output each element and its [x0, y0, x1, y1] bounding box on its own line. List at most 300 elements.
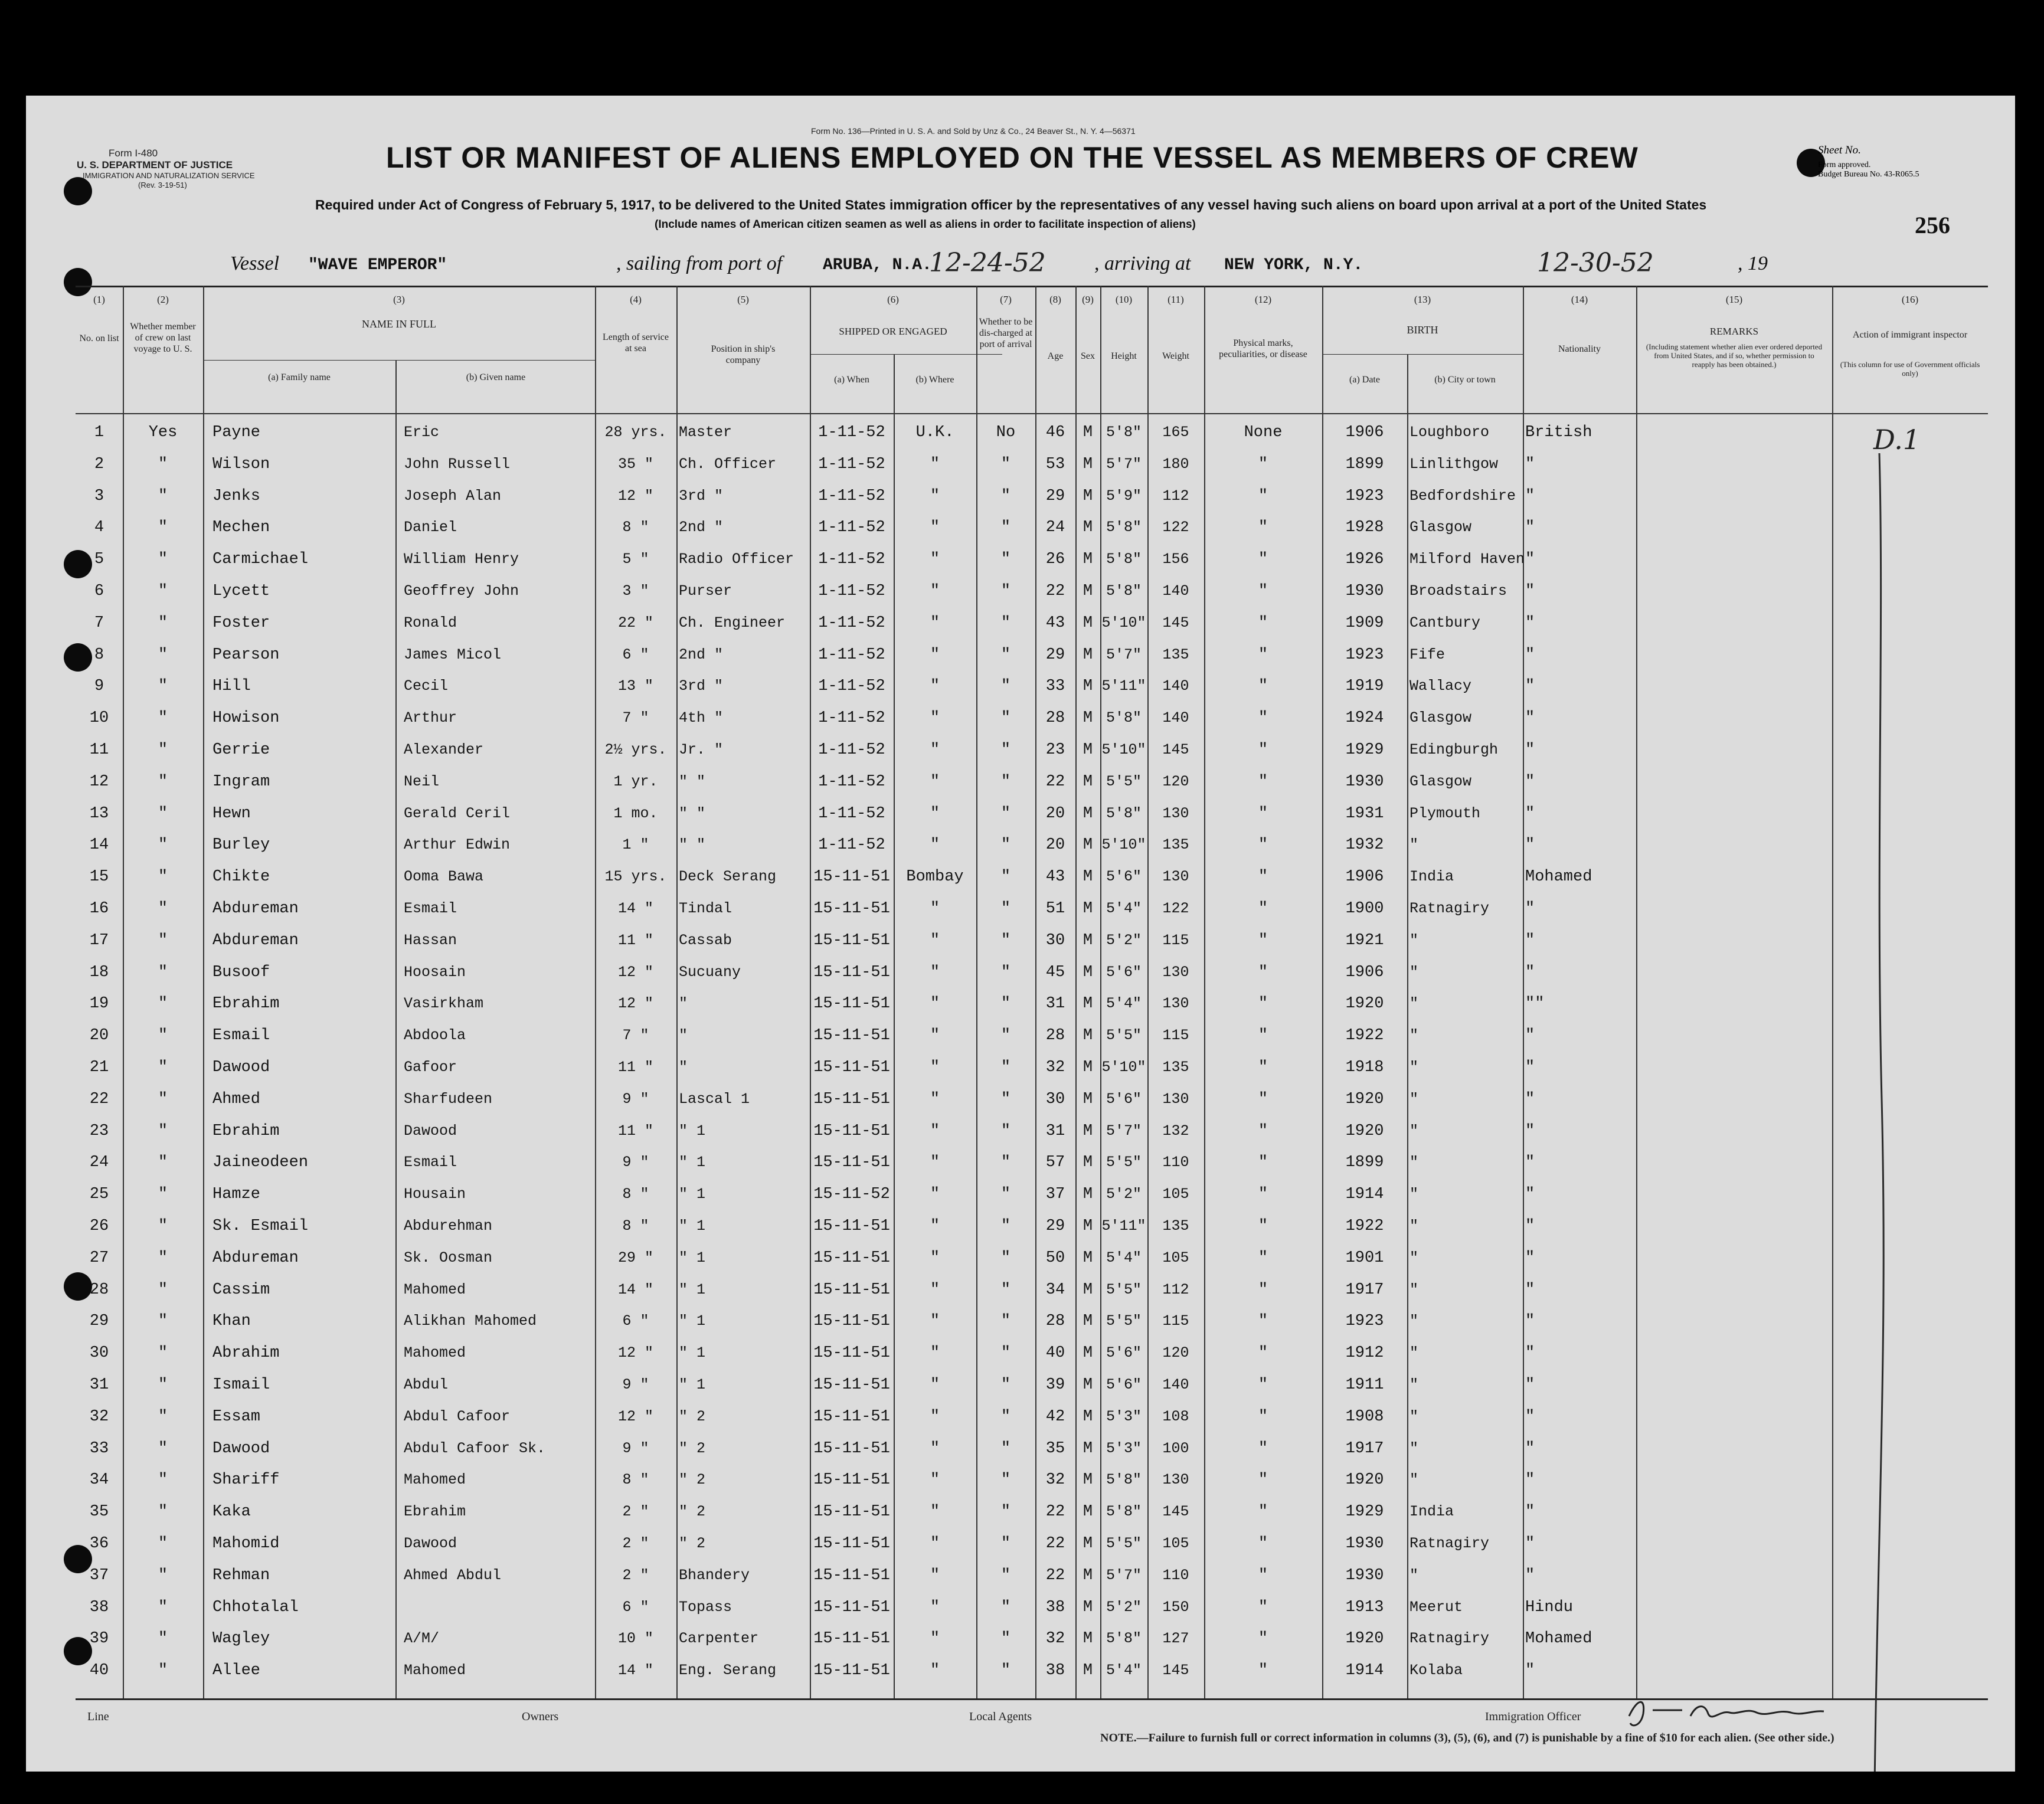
cell-age: 35: [1045, 1439, 1065, 1458]
cell-family-name: Essam: [212, 1407, 261, 1426]
cell-position: " ": [679, 836, 706, 854]
cell-no: 30: [89, 1344, 109, 1363]
cell-position: Bhandery: [679, 1566, 750, 1584]
cell-physical: ": [1258, 963, 1268, 981]
cell-age: 29: [1045, 1217, 1065, 1235]
cell-where: ": [930, 931, 940, 950]
cell-sex: M: [1082, 1407, 1093, 1426]
cell-when: 15-11-51: [813, 1312, 890, 1331]
cell-where: ": [930, 1059, 940, 1076]
form-id: Form I-480: [109, 148, 158, 159]
cell-where: ": [930, 1312, 940, 1331]
cell-length: 13 ": [617, 677, 653, 695]
cell-discharged: ": [1000, 1503, 1011, 1521]
cell-position: " 1: [679, 1281, 706, 1298]
cell-physical: ": [1258, 582, 1268, 600]
cell-member: ": [158, 582, 168, 600]
col-number: (12): [1254, 294, 1272, 305]
cell-birth-date: 1920: [1345, 1122, 1384, 1140]
cell-given-name: Hassan: [404, 931, 457, 949]
cell-height: 5'11": [1101, 1217, 1146, 1235]
cell-weight: 120: [1162, 772, 1189, 790]
cell-position: Purser: [679, 582, 732, 600]
cell-position: " 1: [679, 1186, 706, 1203]
cell-birth-date: 1914: [1345, 1186, 1384, 1204]
cell-member: ": [158, 677, 168, 696]
cell-position: " 1: [679, 1344, 706, 1362]
cell-member: ": [158, 1598, 168, 1616]
cell-nationality: ": [1525, 900, 1535, 918]
cell-height: 5'10": [1101, 836, 1146, 854]
cell-sex: M: [1082, 931, 1093, 950]
cell-given-name: Ooma Bawa: [404, 868, 484, 886]
cell-member: ": [158, 1281, 168, 1299]
cell-no: 11: [89, 741, 109, 759]
cell-length: 5 ": [622, 551, 649, 568]
footer-owners: Owners: [522, 1710, 559, 1723]
cell-where: ": [930, 455, 940, 473]
cell-discharged: ": [1000, 1059, 1011, 1076]
header-family-name: (a) Family name: [268, 372, 331, 382]
cell-where: ": [930, 1122, 940, 1140]
cell-birth-date: 1917: [1345, 1439, 1384, 1458]
cell-birth-city: Milford Haven: [1409, 551, 1525, 568]
cell-where: ": [930, 741, 940, 759]
cell-no: 9: [94, 677, 104, 696]
cell-member: ": [158, 1122, 168, 1140]
cell-when: 1-11-52: [818, 455, 885, 473]
cell-family-name: Ebrahim: [212, 1122, 280, 1140]
cell-height: 5'8": [1106, 519, 1142, 536]
cell-no: 12: [89, 772, 109, 791]
cell-weight: 165: [1162, 424, 1189, 441]
cell-where: ": [930, 551, 940, 569]
cell-birth-date: 1923: [1345, 646, 1384, 664]
cell-given-name: Daniel: [404, 519, 457, 536]
cell-member: ": [158, 709, 168, 728]
cell-birth-date: 1928: [1345, 519, 1384, 537]
cell-sex: M: [1082, 1344, 1093, 1363]
cell-height: 5'6": [1106, 1376, 1142, 1393]
cell-when: 15-11-51: [813, 1598, 890, 1616]
header-given-name: (b) Given name: [466, 372, 526, 382]
cell-birth-date: 1906: [1345, 424, 1384, 441]
cell-sex: M: [1082, 677, 1093, 696]
cell-birth-city: ": [1409, 1281, 1419, 1298]
cell-age: 32: [1045, 1059, 1065, 1076]
inspector-mark: D.1: [1873, 424, 1921, 456]
cell-nationality: ": [1525, 677, 1535, 696]
cell-when: 1-11-52: [818, 487, 885, 505]
cell-discharged: ": [1000, 1662, 1011, 1680]
cell-no: 2: [94, 455, 104, 473]
cell-when: 1-11-52: [818, 709, 885, 728]
table-row: [26, 1529, 2015, 1560]
cell-weight: 100: [1162, 1439, 1189, 1457]
cell-weight: 135: [1162, 836, 1189, 854]
cell-given-name: Sharfudeen: [404, 1090, 493, 1108]
cell-birth-date: 1906: [1345, 868, 1384, 886]
cell-nationality: ": [1525, 1376, 1535, 1394]
cell-height: 5'10": [1101, 1059, 1146, 1076]
cell-physical: ": [1258, 1186, 1268, 1204]
cell-position: Master: [679, 424, 732, 441]
cell-no: 28: [89, 1281, 109, 1299]
table-row: [26, 577, 2015, 607]
cell-where: ": [930, 1471, 940, 1489]
cell-where: ": [930, 1662, 940, 1680]
cell-nationality: ": [1525, 1027, 1535, 1045]
punch-hole: [64, 177, 92, 205]
table-row: [26, 703, 2015, 734]
page-subtitle: Required under Act of Congress of February 5, 1917, to be delivered to the United States immigration officer by the representatives of any vessel having such aliens on board upon arrival at a port of the United States: [315, 197, 1707, 212]
cell-member: ": [158, 646, 168, 664]
cell-when: 1-11-52: [818, 741, 885, 759]
cell-age: 28: [1045, 1027, 1065, 1045]
header-age: Age: [1047, 351, 1064, 361]
cell-where: ": [930, 1344, 940, 1363]
table-row: [26, 1275, 2015, 1306]
cell-when: 15-11-51: [813, 1566, 890, 1584]
cell-given-name: Esmail: [404, 900, 457, 917]
cell-family-name: Sk. Esmail: [212, 1217, 309, 1235]
cell-weight: 105: [1162, 1186, 1189, 1203]
cell-length: 9 ": [622, 1154, 649, 1171]
cell-position: " 1: [679, 1376, 706, 1393]
cell-birth-city: ": [1409, 1154, 1419, 1171]
cell-position: Radio Officer: [679, 551, 794, 568]
cell-nationality: ": [1525, 804, 1535, 823]
cell-nationality: ": [1525, 772, 1535, 791]
cell-member: ": [158, 1249, 168, 1267]
cell-sex: M: [1082, 995, 1093, 1013]
cell-family-name: Burley: [212, 836, 270, 854]
cell-given-name: Abdul Cafoor: [404, 1407, 511, 1425]
cell-physical: ": [1258, 931, 1268, 950]
shipped-subrule: [810, 354, 1002, 355]
cell-birth-date: 1929: [1345, 741, 1384, 759]
cell-member: ": [158, 772, 168, 791]
cell-height: 5'2": [1106, 1186, 1142, 1203]
table-row: [26, 1117, 2015, 1147]
header-birth-date: (a) Date: [1349, 375, 1380, 385]
cell-no: 24: [89, 1154, 109, 1172]
cell-sex: M: [1082, 709, 1093, 728]
col-number: (8): [1049, 294, 1061, 305]
cell-given-name: Mahomed: [404, 1344, 466, 1362]
cell-given-name: Housain: [404, 1186, 466, 1203]
cell-sex: M: [1082, 1186, 1093, 1204]
cell-nationality: ": [1525, 582, 1535, 600]
cell-birth-city: ": [1409, 1407, 1419, 1425]
cell-physical: ": [1258, 1090, 1268, 1108]
cell-member: ": [158, 614, 168, 632]
cell-length: 8 ": [622, 519, 649, 536]
table-top-rule: [76, 286, 1988, 287]
service: IMMIGRATION AND NATURALIZATION SERVICE: [83, 171, 255, 180]
cell-nationality: ": [1525, 1059, 1535, 1076]
cell-position: " 1: [679, 1122, 706, 1140]
cell-where: ": [930, 1630, 940, 1648]
table-row: [26, 1561, 2015, 1592]
cell-length: 8 ": [622, 1471, 649, 1489]
table-row: [26, 1370, 2015, 1401]
footer-line: Line: [87, 1710, 109, 1723]
birth-subrule: [1322, 354, 1523, 355]
cell-height: 5'8": [1106, 1503, 1142, 1521]
table-row: [26, 767, 2015, 798]
cell-physical: ": [1258, 1027, 1268, 1045]
page-number: 256: [1915, 212, 1950, 238]
cell-birth-date: 1909: [1345, 614, 1384, 632]
cell-discharged: ": [1000, 1566, 1011, 1584]
cell-physical: ": [1258, 709, 1268, 728]
cell-nationality: ": [1525, 836, 1535, 854]
cell-when: 15-11-51: [813, 1503, 890, 1521]
cell-family-name: Ebrahim: [212, 995, 280, 1013]
cell-age: 38: [1045, 1598, 1065, 1616]
table-row: [26, 640, 2015, 671]
cell-nationality: ": [1525, 1662, 1535, 1680]
vessel-label: Vessel: [230, 253, 280, 274]
cell-nationality: ": [1525, 1535, 1535, 1553]
cell-where: ": [930, 1503, 940, 1521]
cell-member: ": [158, 900, 168, 918]
cell-birth-date: 1930: [1345, 1535, 1384, 1553]
cell-position: " ": [679, 772, 706, 790]
cell-height: 5'6": [1106, 963, 1142, 981]
cell-when: 15-11-51: [813, 1217, 890, 1235]
cell-birth-date: 1930: [1345, 1566, 1384, 1584]
header-no-on-list: No. on list: [79, 333, 119, 343]
cell-birth-city: Ratnagiry: [1409, 1535, 1490, 1552]
cell-weight: 115: [1162, 1312, 1189, 1330]
cell-when: 15-11-51: [813, 1439, 890, 1458]
cell-physical: ": [1258, 1376, 1268, 1394]
cell-discharged: ": [1000, 1249, 1011, 1267]
cell-physical: ": [1258, 995, 1268, 1013]
cell-physical: ": [1258, 1503, 1268, 1521]
cell-nationality: ": [1525, 1281, 1535, 1299]
table-row: [26, 450, 2015, 480]
cell-birth-city: ": [1409, 1090, 1419, 1108]
cell-family-name: Hewn: [212, 804, 251, 823]
cell-where: ": [930, 614, 940, 632]
cell-no: 4: [94, 519, 104, 537]
cell-discharged: ": [1000, 582, 1011, 600]
col-number: (7): [1000, 294, 1012, 305]
department: U. S. DEPARTMENT OF JUSTICE: [77, 159, 233, 171]
cell-age: 22: [1045, 1503, 1065, 1521]
cell-given-name: Neil: [404, 772, 440, 790]
cell-height: 5'4": [1106, 995, 1142, 1013]
cell-sex: M: [1082, 900, 1093, 918]
cell-nationality: British: [1525, 424, 1592, 441]
cell-given-name: Sk. Oosman: [404, 1249, 493, 1266]
cell-discharged: ": [1000, 614, 1011, 632]
cell-discharged: ": [1000, 900, 1011, 918]
punch-hole: [64, 268, 92, 296]
table-row: [26, 989, 2015, 1020]
cell-sex: M: [1082, 804, 1093, 823]
cell-family-name: Payne: [212, 424, 261, 441]
cell-sex: M: [1082, 836, 1093, 854]
cell-no: 3: [94, 487, 104, 505]
cell-weight: 145: [1162, 1503, 1189, 1521]
cell-age: 46: [1045, 424, 1065, 441]
header-nationality: Nationality: [1558, 344, 1601, 354]
cell-height: 5'8": [1106, 1630, 1142, 1648]
cell-given-name: Ronald: [404, 614, 457, 631]
table-row: [26, 1338, 2015, 1369]
cell-when: 15-11-51: [813, 1471, 890, 1489]
cell-physical: ": [1258, 836, 1268, 854]
cell-nationality: ": [1525, 1186, 1535, 1204]
cell-weight: 130: [1162, 963, 1189, 981]
cell-nationality: ": [1525, 646, 1535, 664]
cell-position: " 2: [679, 1439, 706, 1457]
cell-nationality: ": [1525, 709, 1535, 728]
cell-age: 45: [1045, 963, 1065, 981]
table-row: [26, 958, 2015, 988]
cell-height: 5'8": [1106, 1471, 1142, 1489]
cell-age: 50: [1045, 1249, 1065, 1267]
cell-age: 57: [1045, 1154, 1065, 1172]
cell-position: Ch. Engineer: [679, 614, 786, 631]
cell-length: 6 ": [622, 1312, 649, 1330]
cell-position: 2nd ": [679, 646, 724, 663]
cell-nationality: "": [1525, 995, 1545, 1013]
cell-physical: ": [1258, 487, 1268, 505]
cell-weight: 112: [1162, 487, 1189, 505]
footer-local-agents: Local Agents: [969, 1710, 1032, 1723]
cell-discharged: ": [1000, 1344, 1011, 1363]
cell-given-name: Gerald Ceril: [404, 804, 511, 822]
cell-given-name: Gafoor: [404, 1059, 457, 1076]
cell-length: 9 ": [622, 1090, 649, 1108]
header-birth-city: (b) City or town: [1434, 375, 1496, 385]
cell-member: ": [158, 1662, 168, 1680]
cell-discharged: ": [1000, 455, 1011, 473]
cell-no: 16: [89, 900, 109, 918]
cell-physical: ": [1258, 1344, 1268, 1363]
cell-birth-date: 1917: [1345, 1281, 1384, 1299]
cell-sex: M: [1082, 519, 1093, 537]
cell-weight: 140: [1162, 582, 1189, 600]
cell-length: 2 ": [622, 1566, 649, 1584]
cell-birth-date: 1899: [1345, 1154, 1384, 1172]
sailing-port: ARUBA, N.A.: [823, 256, 932, 274]
cell-where: ": [930, 1566, 940, 1584]
table-row: [26, 1307, 2015, 1337]
cell-birth-date: 1931: [1345, 804, 1384, 823]
cell-discharged: ": [1000, 1217, 1011, 1235]
cell-age: 20: [1045, 804, 1065, 823]
cell-given-name: Mahomed: [404, 1471, 466, 1489]
cell-no: 33: [89, 1439, 109, 1458]
cell-sex: M: [1082, 487, 1093, 505]
page-subtitle-note: (Include names of American citizen seamen as well as aliens in order to facilitate inspection of aliens): [655, 218, 1196, 231]
table-row: [26, 482, 2015, 512]
cell-birth-date: 1923: [1345, 1312, 1384, 1331]
cell-length: 12 ": [617, 963, 653, 981]
cell-length: 15 yrs.: [604, 868, 667, 886]
cell-where: ": [930, 963, 940, 981]
cell-family-name: Chikte: [212, 868, 270, 886]
cell-where: ": [930, 772, 940, 791]
header-physical: Physical marks, peculiarities, or disease: [1219, 338, 1307, 359]
cell-weight: 122: [1162, 519, 1189, 536]
cell-discharged: ": [1000, 963, 1011, 981]
cell-birth-city: ": [1409, 1186, 1419, 1203]
table-row: [26, 1402, 2015, 1433]
cell-height: 5'9": [1106, 487, 1142, 505]
cell-birth-city: Fife: [1409, 646, 1445, 663]
cell-discharged: ": [1000, 551, 1011, 569]
printer-line: Form No. 136—Printed in U. S. A. and Sold by Unz & Co., 24 Beaver St., N. Y. 4—56371: [811, 126, 1136, 136]
cell-weight: 145: [1162, 1662, 1189, 1679]
cell-family-name: Hamze: [212, 1186, 261, 1204]
cell-when: 15-11-51: [813, 963, 890, 981]
cell-discharged: ": [1000, 1154, 1011, 1172]
table-row: [26, 608, 2015, 639]
cell-given-name: Ahmed Abdul: [404, 1566, 502, 1584]
table-row: [26, 862, 2015, 893]
cell-member: ": [158, 868, 168, 886]
cell-no: 18: [89, 963, 109, 981]
cell-where: ": [930, 1407, 940, 1426]
cell-length: 14 ": [617, 1662, 653, 1679]
cell-length: 29 ": [617, 1249, 653, 1266]
cell-weight: 130: [1162, 995, 1189, 1013]
cell-sex: M: [1082, 1217, 1093, 1235]
cell-age: 26: [1045, 551, 1065, 569]
table-row: [26, 513, 2015, 544]
cell-given-name: Hoosain: [404, 963, 466, 981]
table-row: [26, 1465, 2015, 1496]
cell-nationality: Mohamed: [1525, 1630, 1592, 1648]
cell-birth-date: 1920: [1345, 1630, 1384, 1648]
cell-sex: M: [1082, 1376, 1093, 1394]
cell-height: 5'5": [1106, 1154, 1142, 1171]
cell-weight: 140: [1162, 709, 1189, 727]
header-weight: Weight: [1162, 351, 1189, 361]
col-number: (15): [1725, 294, 1743, 305]
cell-family-name: Gerrie: [212, 741, 270, 759]
cell-family-name: Dawood: [212, 1059, 270, 1076]
cell-when: 15-11-51: [813, 1535, 890, 1553]
cell-nationality: ": [1525, 1471, 1535, 1489]
cell-no: 10: [89, 709, 109, 728]
cell-when: 15-11-51: [813, 1059, 890, 1076]
cell-sex: M: [1082, 455, 1093, 473]
cell-given-name: Abdurehman: [404, 1217, 493, 1235]
cell-physical: None: [1244, 424, 1283, 441]
cell-no: 32: [89, 1407, 109, 1426]
cell-when: 15-11-51: [813, 1281, 890, 1299]
cell-age: 39: [1045, 1376, 1065, 1394]
cell-position: ": [679, 1027, 688, 1045]
cell-birth-city: Ratnagiry: [1409, 900, 1490, 917]
cell-where: ": [930, 1376, 940, 1394]
col-number: (4): [630, 294, 642, 305]
cell-given-name: Alikhan Mahomed: [404, 1312, 537, 1330]
cell-where: ": [930, 677, 940, 696]
cell-where: ": [930, 487, 940, 505]
cell-birth-date: 1923: [1345, 487, 1384, 505]
cell-length: 3 ": [622, 582, 649, 600]
cell-member: ": [158, 1186, 168, 1204]
